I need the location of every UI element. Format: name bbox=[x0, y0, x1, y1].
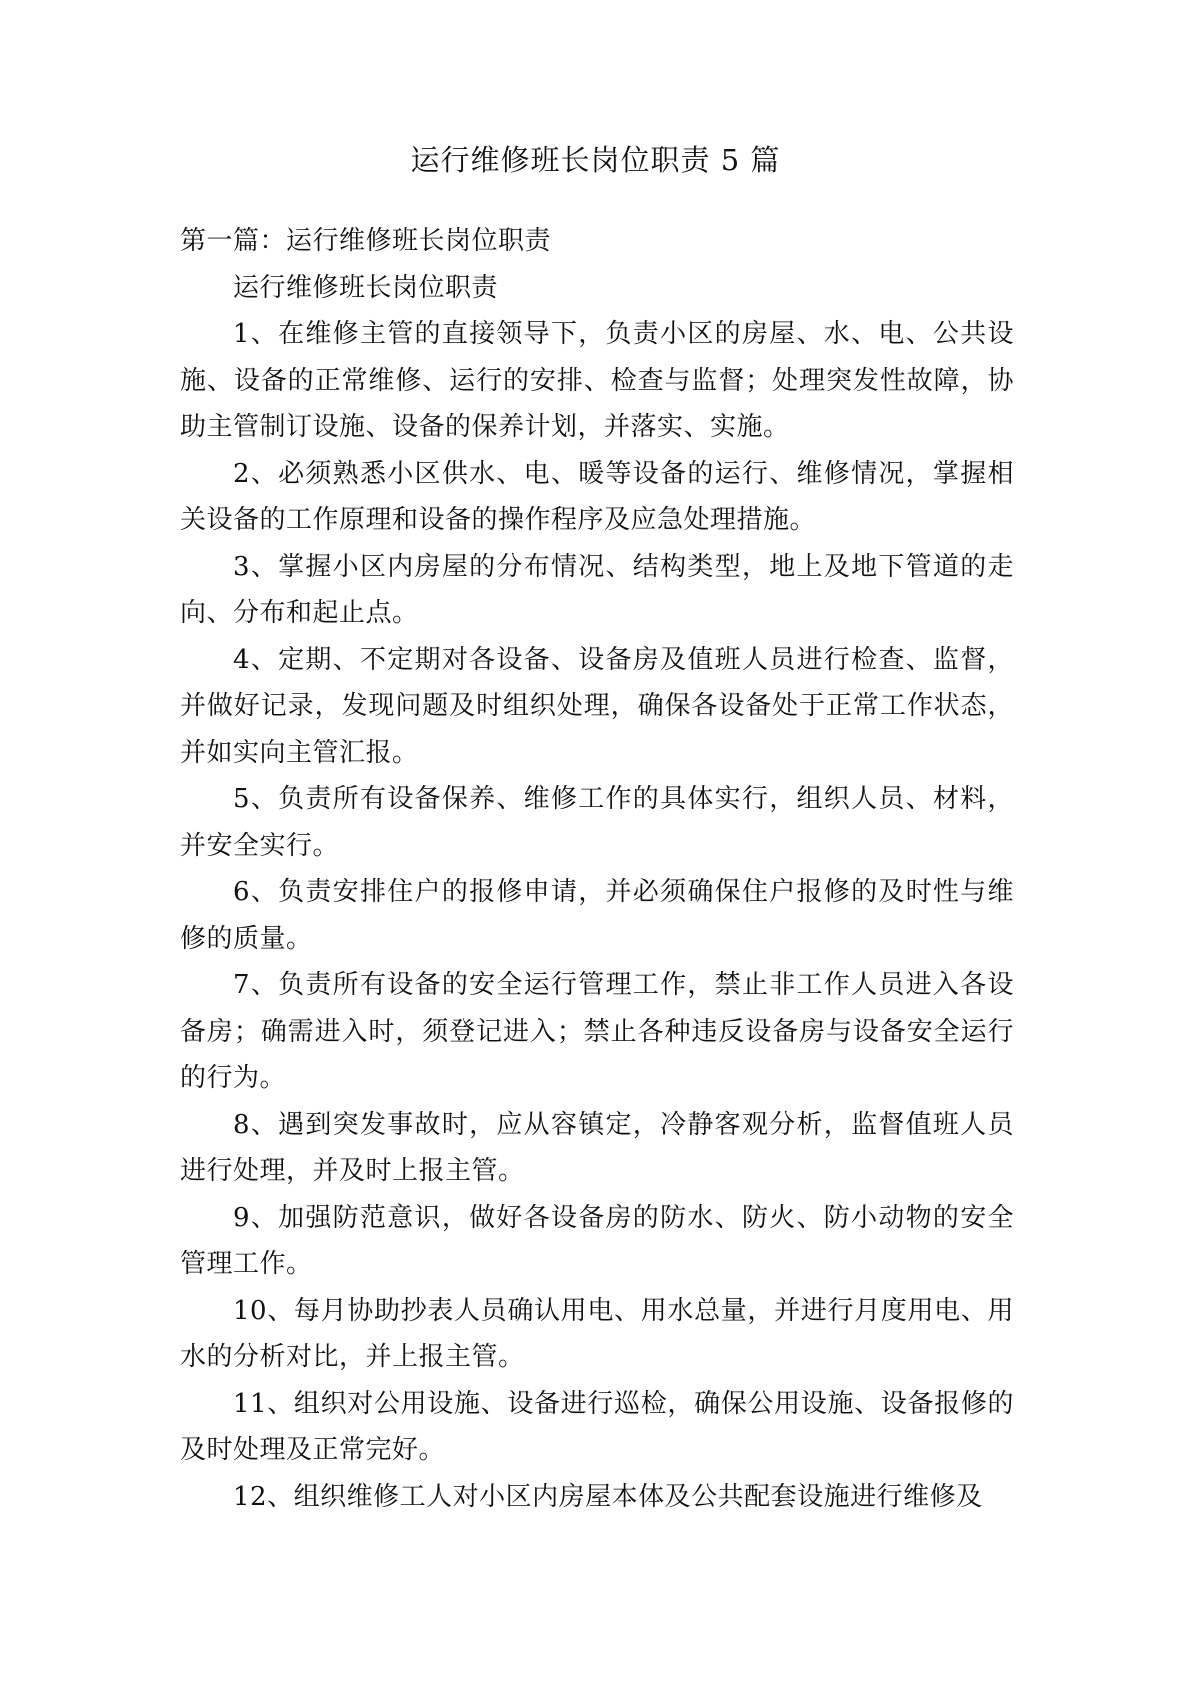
paragraph-2: 2、必须熟悉小区供水、电、暖等设备的运行、维修情况，掌握相关设备的工作原理和设备的操作程序及应急处理措施。 bbox=[180, 458, 1014, 535]
paragraph-12: 12、组织维修工人对小区内房屋本体及公共配套设施进行维修及 bbox=[233, 1481, 983, 1512]
paragraph-1: 1、在维修主管的直接领导下，负责小区的房屋、水、电、公共设施、设备的正常维修、运行的安排、检查与监督；处理突发性故障，协助主管制订设施、设备的保养计划，并落实、实施。 bbox=[180, 319, 1014, 442]
paragraph-5: 5、负责所有设备保养、维修工作的具体实行，组织人员、材料，并安全实行。 bbox=[180, 784, 1014, 861]
section-heading: 第一篇：运行维修班长岗位职责 bbox=[180, 226, 552, 256]
paragraph-10: 10、每月协助抄表人员确认用电、用水总量，并进行月度用电、用水的分析对比，并上报主管。 bbox=[180, 1295, 1014, 1372]
paragraph-6: 6、负责安排住户的报修申请，并必须确保住户报修的及时性与维修的质量。 bbox=[180, 877, 1014, 954]
paragraph-9: 9、加强防范意识，做好各设备房的防水、防火、防小动物的安全管理工作。 bbox=[180, 1202, 1014, 1279]
paragraph-7: 7、负责所有设备的安全运行管理工作，禁止非工作人员进入各设备房；确需进入时，须登记进入；禁止各种违反设备房与设备安全运行的行为。 bbox=[180, 970, 1014, 1093]
document-title: 运行维修班长岗位职责 5 篇 bbox=[410, 143, 781, 177]
paragraph-8: 8、遇到突发事故时，应从容镇定，冷静客观分析，监督值班人员进行处理，并及时上报主管。 bbox=[180, 1109, 1014, 1186]
paragraph-11: 11、组织对公用设施、设备进行巡检，确保公用设施、设备报修的及时处理及正常完好。 bbox=[180, 1388, 1014, 1465]
paragraph-3: 3、掌握小区内房屋的分布情况、结构类型，地上及地下管道的走向、分布和起止点。 bbox=[180, 551, 1014, 628]
subheading: 运行维修班长岗位职责 bbox=[233, 272, 499, 303]
paragraph-4: 4、定期、不定期对各设备、设备房及值班人员进行检查、监督，并做好记录，发现问题及时组织处理，确保各设备处于正常工作状态，并如实向主管汇报。 bbox=[180, 644, 1014, 768]
document-body bbox=[180, 218, 1014, 1520]
